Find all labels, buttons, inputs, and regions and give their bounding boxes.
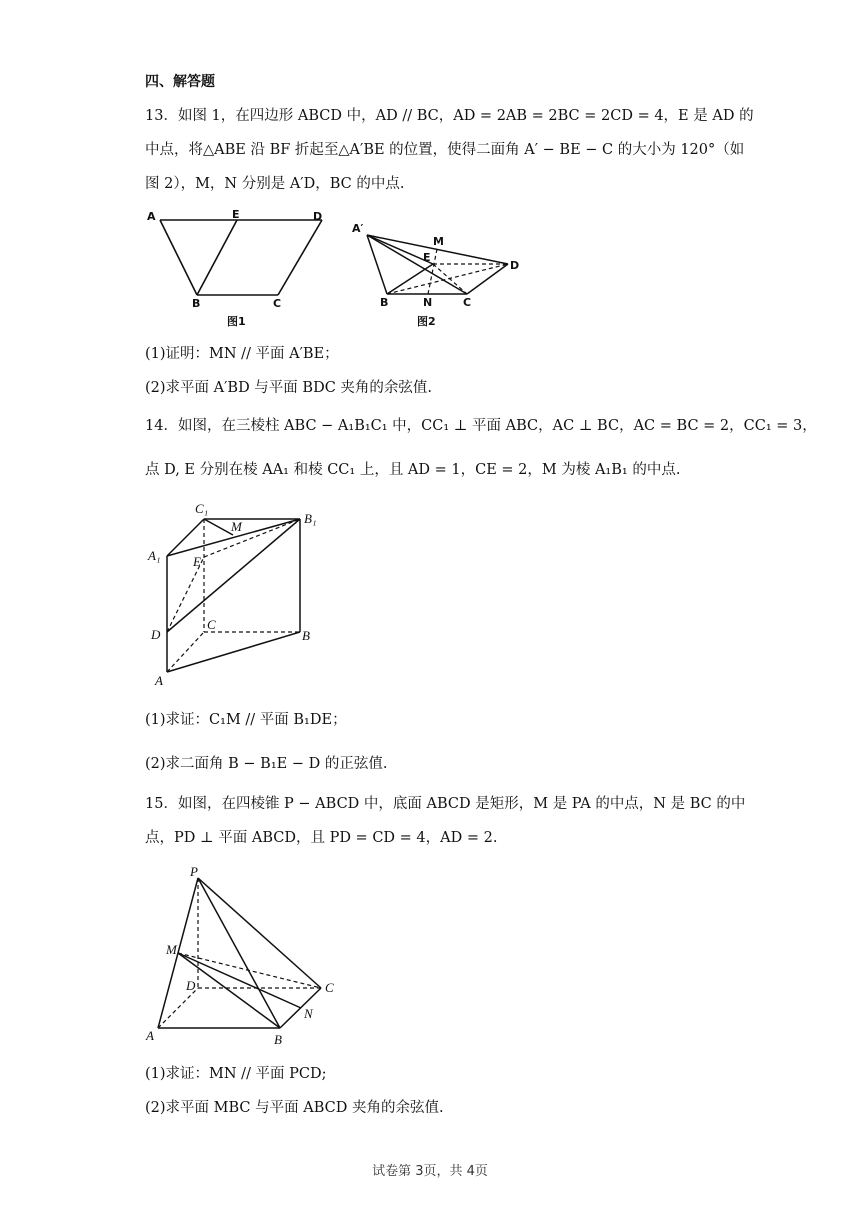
fig15-label-d: D — [186, 978, 196, 993]
q13-part-2: (2)求平面 A′BD 与平面 BDC 夹角的余弦值. — [145, 380, 433, 396]
q13-text-line-1: 13．如图 1，在四边形 ABCD 中，AD // BC，AD = 2AB = 2BC = 2CD = 4，E 是 AD 的 — [145, 108, 754, 124]
fig1-label-a: A — [147, 210, 156, 223]
fig2-label-a-prime: A′ — [352, 222, 364, 235]
q14-text-line-1: 14．如图，在三棱柱 ABC − A₁B₁C₁ 中，CC₁ ⊥ 平面 ABC，AC ⊥ BC，AC = BC = 2，CC₁ = 3， — [145, 418, 817, 434]
fig15-label-a: A — [146, 1028, 154, 1043]
fig1-label-d: D — [313, 210, 323, 223]
fig14-label-a1: A₁ — [148, 548, 161, 563]
q13-text-line-2: 中点，将△ABE 沿 BF 折起至△A′BE 的位置，使得二面角 A′ − BE − C 的大小为 120°（如 — [145, 142, 745, 158]
fig15-label-b: B — [274, 1032, 282, 1047]
q14-part-1: (1)求证：C₁M // 平面 B₁DE； — [145, 712, 347, 728]
q15-text-line-1: 15．如图，在四棱锥 P − ABCD 中，底面 ABCD 是矩形，M 是 PA 的中点，N 是 BC 的中 — [145, 796, 746, 812]
fig2-caption: 图2 — [417, 315, 436, 328]
q13-part-1: (1)证明：MN // 平面 A′BE； — [145, 346, 339, 362]
q14-text-line-2: 点 D, E 分别在棱 AA₁ 和棱 CC₁ 上，且 AD = 1，CE = 2，M 为棱 A₁B₁ 的中点. — [145, 462, 681, 478]
fig15-label-m: M — [166, 942, 177, 957]
fig14-label-m: M — [231, 519, 242, 534]
fig14-label-d: D — [151, 627, 161, 642]
fig1-caption: 图1 — [227, 315, 246, 328]
q15-part-2: (2)求平面 MBC 与平面 ABCD 夹角的余弦值. — [145, 1100, 444, 1116]
fig2-label-d: D — [510, 259, 520, 272]
q13-figure-2 — [345, 212, 535, 336]
q15-figure — [140, 862, 360, 1056]
page-footer: 试卷第 3页，共 4页 — [372, 1164, 488, 1179]
fig2-label-b: B — [380, 296, 389, 309]
fig14-label-c: C — [207, 617, 216, 632]
fig15-label-c: C — [325, 980, 334, 995]
q13-text-line-3: 图 2），M，N 分别是 A′D，BC 的中点. — [145, 176, 405, 192]
fig14-label-c1: C₁ — [195, 501, 209, 516]
fig14-label-e: E — [193, 554, 201, 569]
fig1-label-c: C — [273, 297, 282, 310]
q13-figure-1 — [145, 205, 345, 339]
q14-part-2: (2)求二面角 B − B₁E − D 的正弦值. — [145, 756, 388, 772]
section-title: 四、解答题 — [145, 74, 215, 90]
q15-part-1: (1)求证：MN // 平面 PCD; — [145, 1066, 327, 1082]
fig14-label-b1: B₁ — [304, 511, 317, 526]
q15-text-line-2: 点，PD ⊥ 平面 ABCD，且 PD = CD = 4，AD = 2. — [145, 830, 498, 846]
fig1-label-b: B — [192, 297, 201, 310]
q14-figure — [145, 498, 345, 697]
fig14-label-b: B — [302, 628, 310, 643]
fig14-label-a: A — [155, 673, 163, 688]
fig15-label-p: P — [190, 864, 198, 879]
fig1-label-e: E — [232, 208, 240, 221]
fig2-label-n: N — [423, 296, 433, 309]
fig15-label-n: N — [304, 1006, 313, 1021]
fig2-label-m: M — [433, 235, 444, 248]
fig2-label-e: E — [423, 251, 431, 264]
fig2-label-c: C — [463, 296, 472, 309]
